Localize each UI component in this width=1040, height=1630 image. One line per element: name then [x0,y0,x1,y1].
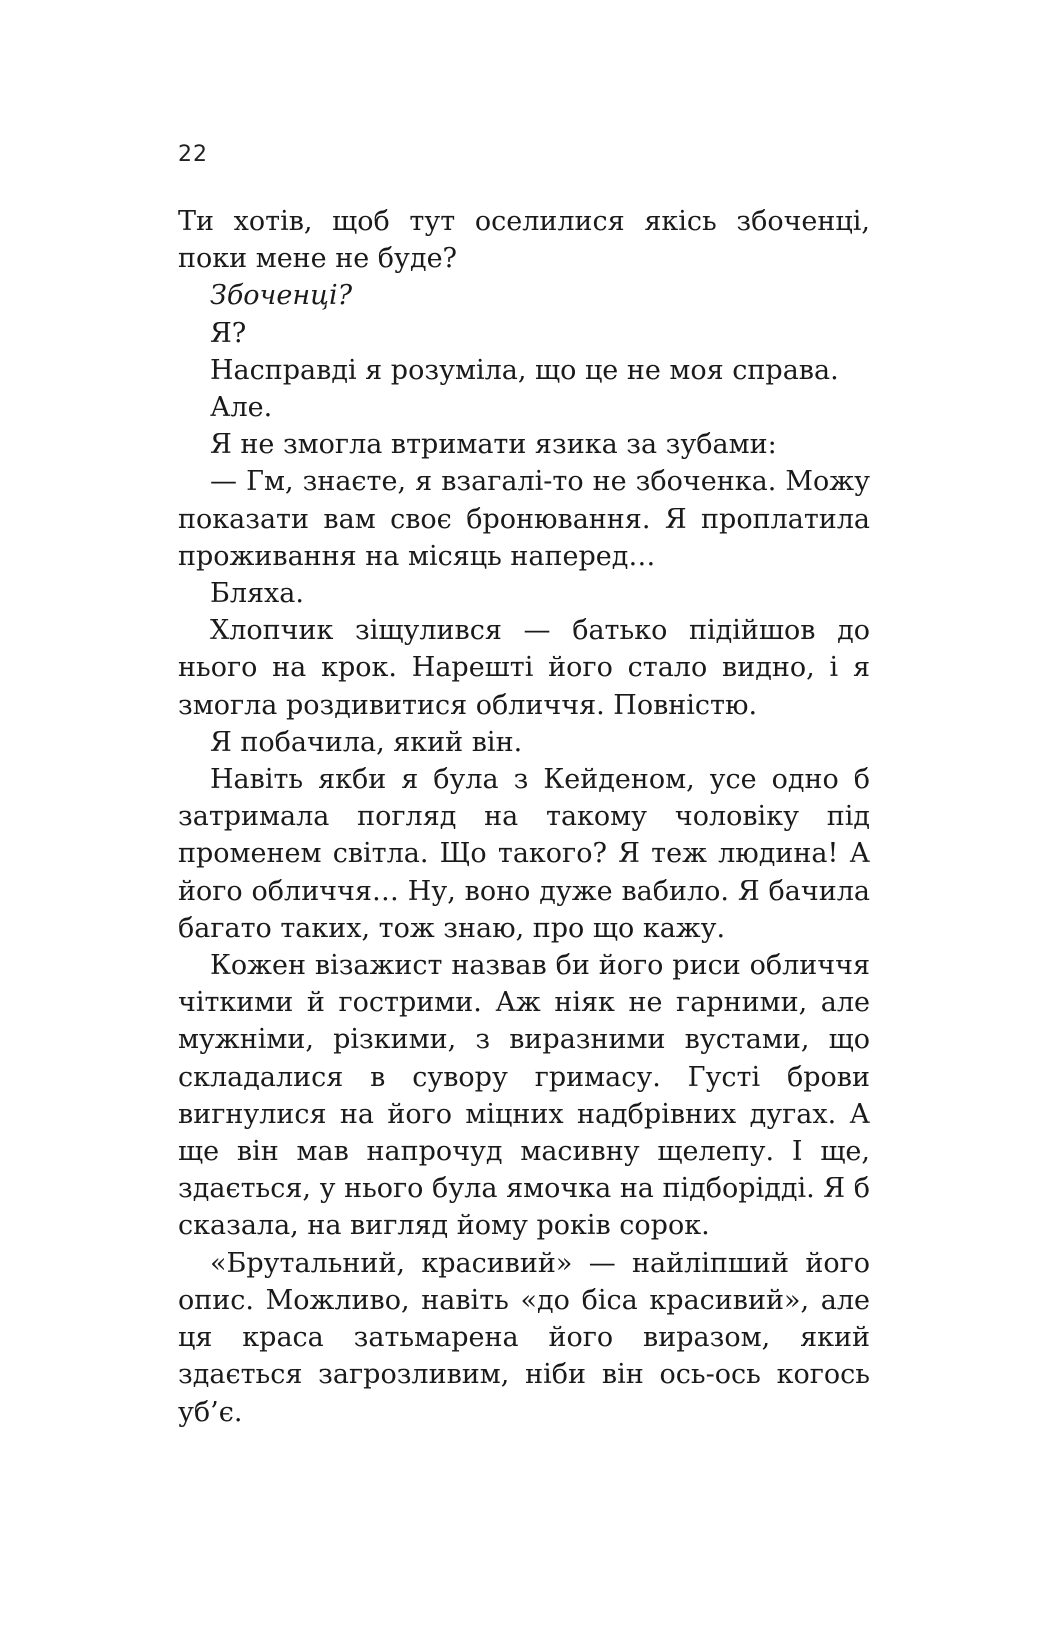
paragraph: Я побачила, який він. [210,726,523,758]
paragraph: Я не змогла втримати язика за зубами: [210,429,777,461]
body-text [178,203,870,1431]
paragraph: Бляха. [210,578,304,610]
paragraph: Я? [210,317,247,349]
paragraph: Навіть якби я була з Кейденом, усе одно б затримала погляд на такому чоловіку під променем світла. Що такого? Я теж людина! А його обличчя… Ну, воно дуже вабило. Я бачила багато таких, тож знаю, про що кажу. [178,764,870,944]
paragraph: Насправді я розуміла, що це не моя справа. [210,354,839,386]
paragraph: — Гм, знаєте, я взагалі-то не збоченка. Можу показати вам своє бронювання. Я проплатила проживання на місяць наперед… [178,466,870,572]
page-number: 22 [178,142,208,167]
paragraph: «Брутальний, красивий» — найліпший його опис. Можливо, навіть «до біса красивий», але ця краса затьмарена його виразом, який здається загрозливим, ніби він ось-ось когось уб’є. [178,1247,870,1428]
paragraph: Збоченці? [210,280,353,312]
paragraph: Ти хотів, щоб тут оселилися якісь збоченці, поки мене не буде? [178,206,870,275]
paragraph: Кожен візажист назвав би його риси обличчя чіткими й гострими. Аж ніяк не гарними, але мужніми, різкими, з виразними вустами, що складалися в сувору гримасу. Густі брови вигнулися на його міцних надбрівних дугах. А ще він мав напрочуд масивну щелепу. І ще, здається, у нього була ямочка на підборідді. Я б сказала, на вигляд йому років сорок. [178,950,870,1242]
paragraph: Хлопчик зіщулився — батько підійшов до нього на крок. Нарешті його стало видно, і я змогла роздивитися обличчя. Повністю. [178,615,870,721]
paragraph: Але. [210,392,273,424]
